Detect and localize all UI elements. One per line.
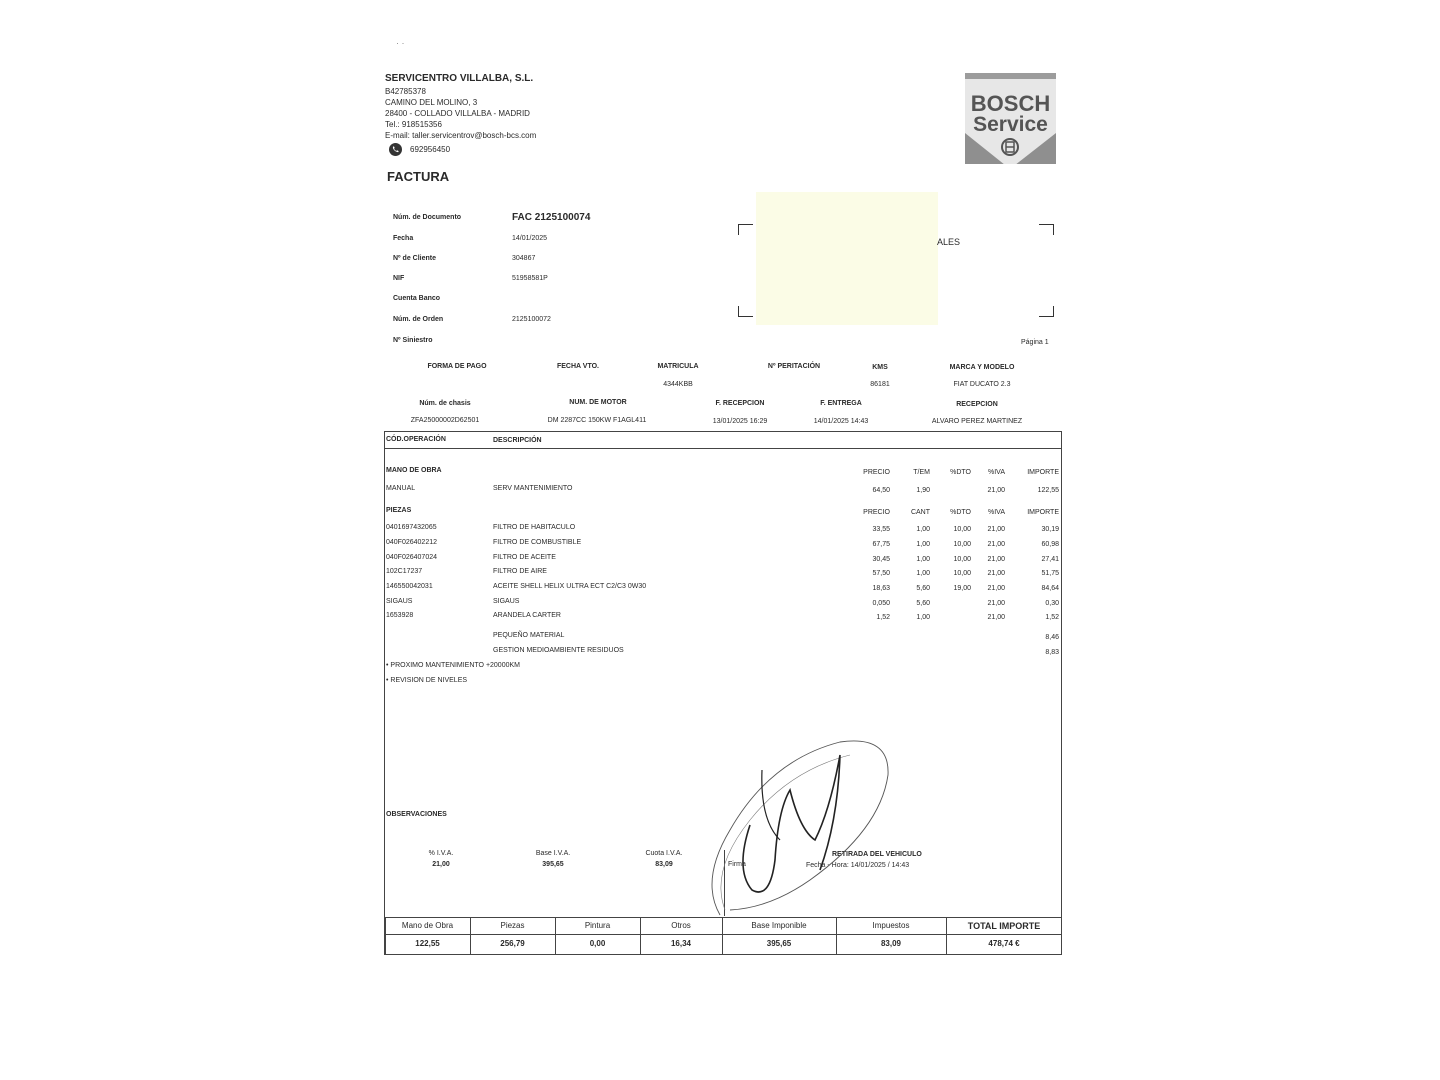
total-label-parts: Piezas bbox=[500, 921, 525, 930]
row-description: SIGAUS bbox=[493, 598, 520, 605]
note-levels-check: • REVISION DE NIVELES bbox=[386, 677, 468, 684]
value-engine: DM 2287CC 150KW F1AGL411 bbox=[547, 417, 647, 424]
tax-label-base: Base I.V.A. bbox=[535, 850, 571, 857]
row-description: SERV MANTENIMIENTO bbox=[493, 485, 573, 492]
row-qty: 1,00 bbox=[916, 541, 930, 548]
header-due-date: FECHA VTO. bbox=[556, 363, 599, 370]
field-label-doc-number: Núm. de Documento bbox=[393, 214, 462, 221]
parts-header-amount: IMPORTE bbox=[1027, 509, 1059, 516]
row-description: GESTION MEDIOAMBIENTE RESIDUOS bbox=[493, 647, 624, 654]
row-qty: 5,60 bbox=[916, 585, 930, 592]
logo-line2: Service bbox=[973, 113, 1048, 136]
row-amount: 8,83 bbox=[1045, 649, 1059, 656]
table-header-line bbox=[384, 448, 1062, 449]
row-iva: 21,00 bbox=[987, 556, 1005, 563]
row-amount: 84,64 bbox=[1041, 585, 1059, 592]
total-value-taxes: 83,09 bbox=[880, 939, 902, 948]
header-delivery-date: F. ENTREGA bbox=[820, 400, 862, 407]
row-dto: 10,00 bbox=[953, 570, 971, 577]
company-name: SERVICENTRO VILLALBA, S.L. bbox=[385, 73, 534, 84]
field-value-date: 14/01/2025 bbox=[512, 235, 548, 242]
scan-mark: · · bbox=[396, 38, 405, 48]
company-whatsapp: 692956450 bbox=[410, 145, 451, 154]
bosch-service-logo bbox=[965, 73, 1056, 164]
row-description: ACEITE SHELL HELIX ULTRA ECT C2/C3 0W30 bbox=[493, 583, 647, 590]
tax-value-iva-pct: 21,00 bbox=[432, 861, 450, 868]
row-code: SIGAUS bbox=[386, 598, 413, 605]
row-iva: 21,00 bbox=[987, 570, 1005, 577]
tax-value-quota: 83,09 bbox=[655, 861, 673, 868]
row-price: 30,45 bbox=[872, 556, 890, 563]
total-label-paint: Pintura bbox=[584, 921, 611, 930]
header-chassis: Núm. de chasis bbox=[419, 400, 471, 407]
row-iva: 21,00 bbox=[987, 585, 1005, 592]
tax-label-iva-pct: % I.V.A. bbox=[428, 850, 454, 857]
total-label-grand: TOTAL IMPORTE bbox=[967, 921, 1041, 931]
row-code: MANUAL bbox=[386, 485, 416, 492]
row-code: 0401697432065 bbox=[386, 524, 437, 531]
row-iva: 21,00 bbox=[987, 614, 1005, 621]
row-amount: 51,75 bbox=[1041, 570, 1059, 577]
row-amount: 30,19 bbox=[1041, 526, 1059, 533]
row-amount: 0,30 bbox=[1045, 600, 1059, 607]
signature-label: Firma bbox=[728, 861, 746, 868]
row-price: 33,55 bbox=[872, 526, 890, 533]
totals-divider bbox=[385, 934, 1062, 935]
row-amount: 60,98 bbox=[1041, 541, 1059, 548]
parts-header-price: PRECIO bbox=[863, 509, 890, 516]
document-title: FACTURA bbox=[387, 169, 450, 184]
row-amount: 8,46 bbox=[1045, 634, 1059, 641]
row-code: 040F026407024 bbox=[386, 554, 437, 561]
row-iva: 21,00 bbox=[987, 541, 1005, 548]
row-code: 040F026402212 bbox=[386, 539, 437, 546]
labor-header-time: T/EM bbox=[913, 469, 930, 476]
header-appraisal: Nº PERITACIÓN bbox=[767, 363, 821, 370]
header-payment: FORMA DE PAGO bbox=[427, 363, 487, 370]
total-value-parts: 256,79 bbox=[500, 939, 525, 948]
total-value-labor: 122,55 bbox=[415, 939, 440, 948]
row-qty: 5,60 bbox=[916, 600, 930, 607]
row-description: FILTRO DE HABITACULO bbox=[493, 524, 576, 531]
company-address-line1: CAMINO DEL MOLINO, 3 bbox=[385, 98, 478, 107]
field-value-order: 2125100072 bbox=[512, 316, 551, 323]
row-amount: 27,41 bbox=[1041, 556, 1059, 563]
section-labor: MANO DE OBRA bbox=[386, 467, 442, 474]
header-reception: RECEPCION bbox=[956, 401, 998, 408]
total-value-paint: 0,00 bbox=[589, 939, 606, 948]
row-qty: 1,00 bbox=[916, 556, 930, 563]
labor-header-iva: %IVA bbox=[988, 469, 1005, 476]
row-amount: 1,52 bbox=[1045, 614, 1059, 621]
vehicle-pickup-datetime: Fecha - Hora: 14/01/2025 / 14:43 bbox=[806, 862, 910, 869]
tax-value-base: 395,65 bbox=[542, 861, 564, 868]
parts-header-dto: %DTO bbox=[950, 509, 971, 516]
company-phone: Tel.: 918515356 bbox=[385, 120, 442, 129]
company-cif: B42785378 bbox=[385, 87, 426, 96]
header-plate: MATRICULA bbox=[657, 363, 699, 370]
column-description: DESCRIPCIÓN bbox=[493, 437, 542, 444]
row-dto: 10,00 bbox=[953, 526, 971, 533]
field-label-bank: Cuenta Banco bbox=[393, 295, 441, 302]
header-reception-date: F. RECEPCION bbox=[715, 400, 765, 407]
row-code: 1653928 bbox=[386, 612, 414, 619]
handwritten-signature bbox=[690, 730, 900, 920]
section-parts: PIEZAS bbox=[386, 507, 412, 514]
field-value-doc-number: FAC 2125100074 bbox=[512, 212, 591, 223]
row-amount: 122,55 bbox=[1037, 487, 1059, 494]
total-label-taxes: Impuestos bbox=[872, 921, 910, 930]
company-email: E-mail: taller.servicentrov@bosch-bcs.com bbox=[385, 131, 537, 140]
labor-header-amount: IMPORTE bbox=[1027, 469, 1059, 476]
row-iva: 21,00 bbox=[987, 487, 1005, 494]
whatsapp-icon bbox=[389, 143, 402, 156]
total-value-other: 16,34 bbox=[670, 939, 692, 948]
field-value-nif: 51958581P bbox=[512, 275, 548, 282]
total-label-labor: Mano de Obra bbox=[401, 921, 454, 930]
row-description: ARANDELA CARTER bbox=[493, 612, 561, 619]
address-bracket-tl bbox=[738, 224, 753, 235]
row-qty: 1,00 bbox=[916, 526, 930, 533]
row-code: 146550042031 bbox=[386, 583, 433, 590]
column-code: CÓD.OPERACIÓN bbox=[386, 436, 446, 443]
row-price: 18,63 bbox=[872, 585, 890, 592]
total-label-taxable-base: Base Imponible bbox=[751, 921, 807, 930]
row-qty: 1,00 bbox=[916, 614, 930, 621]
total-value-grand: 478,74 € bbox=[988, 939, 1020, 948]
tax-label-quota: Cuota I.V.A. bbox=[645, 850, 683, 857]
logo-line1: BOSCH bbox=[970, 91, 1051, 116]
parts-header-iva: %IVA bbox=[988, 509, 1005, 516]
row-price: 67,75 bbox=[872, 541, 890, 548]
field-label-date: Fecha bbox=[393, 235, 414, 242]
labor-header-price: PRECIO bbox=[863, 469, 890, 476]
note-next-maintenance: • PROXIMO MANTENIMIENTO +20000KM bbox=[386, 662, 520, 669]
value-delivery-date: 14/01/2025 14:43 bbox=[813, 418, 869, 425]
company-address-line2: 28400 - COLLADO VILLALBA - MADRID bbox=[385, 109, 530, 118]
value-kms: 86181 bbox=[870, 381, 890, 388]
field-label-claim: Nº Siniestro bbox=[393, 337, 433, 344]
parts-header-qty: CANT bbox=[910, 509, 930, 516]
total-label-other: Otros bbox=[671, 921, 691, 930]
row-code: 102C17237 bbox=[386, 568, 423, 575]
row-price: 0,050 bbox=[872, 600, 890, 607]
row-dto: 10,00 bbox=[953, 541, 971, 548]
row-iva: 21,00 bbox=[987, 526, 1005, 533]
row-dto: 10,00 bbox=[953, 556, 971, 563]
row-qty: 1,90 bbox=[916, 487, 930, 494]
bosch-armature-icon bbox=[965, 133, 1056, 164]
field-label-order: Núm. de Orden bbox=[393, 316, 444, 323]
row-description: FILTRO DE COMBUSTIBLE bbox=[493, 539, 582, 546]
header-make-model: MARCA Y MODELO bbox=[949, 364, 1015, 371]
value-reception-date: 13/01/2025 16:29 bbox=[712, 418, 768, 425]
row-description: FILTRO DE AIRE bbox=[493, 568, 547, 575]
address-bracket-br bbox=[1039, 306, 1054, 317]
redacted-client-address bbox=[756, 192, 938, 325]
row-iva: 21,00 bbox=[987, 600, 1005, 607]
value-plate: 4344KBB bbox=[663, 381, 693, 388]
row-price: 57,50 bbox=[872, 570, 890, 577]
client-address-partial: ALES bbox=[937, 237, 961, 247]
total-value-taxable-base: 395,65 bbox=[766, 939, 792, 948]
observations-label: OBSERVACIONES bbox=[386, 811, 447, 818]
address-bracket-tr bbox=[1039, 224, 1054, 235]
row-price: 1,52 bbox=[876, 614, 890, 621]
field-label-nif: NIF bbox=[393, 275, 405, 282]
row-qty: 1,00 bbox=[916, 570, 930, 577]
field-label-client: Nº de Cliente bbox=[393, 255, 437, 262]
row-dto: 19,00 bbox=[953, 585, 971, 592]
value-reception: ALVARO PEREZ MARTINEZ bbox=[931, 418, 1023, 425]
vehicle-pickup-title: RETIRADA DEL VEHICULO bbox=[832, 851, 922, 858]
row-description: PEQUEÑO MATERIAL bbox=[493, 632, 565, 639]
value-chassis: ZFA25000002D62501 bbox=[410, 417, 480, 424]
row-description: FILTRO DE ACEITE bbox=[493, 554, 556, 561]
row-price: 64,50 bbox=[872, 487, 890, 494]
labor-header-dto: %DTO bbox=[950, 469, 971, 476]
address-bracket-bl bbox=[738, 306, 753, 317]
header-engine: NUM. DE MOTOR bbox=[569, 399, 627, 406]
field-value-client: 304867 bbox=[512, 255, 536, 262]
value-make-model: FIAT DUCATO 2.3 bbox=[953, 381, 1011, 388]
header-kms: KMS bbox=[872, 364, 888, 371]
page-number: Página 1 bbox=[1021, 339, 1049, 346]
